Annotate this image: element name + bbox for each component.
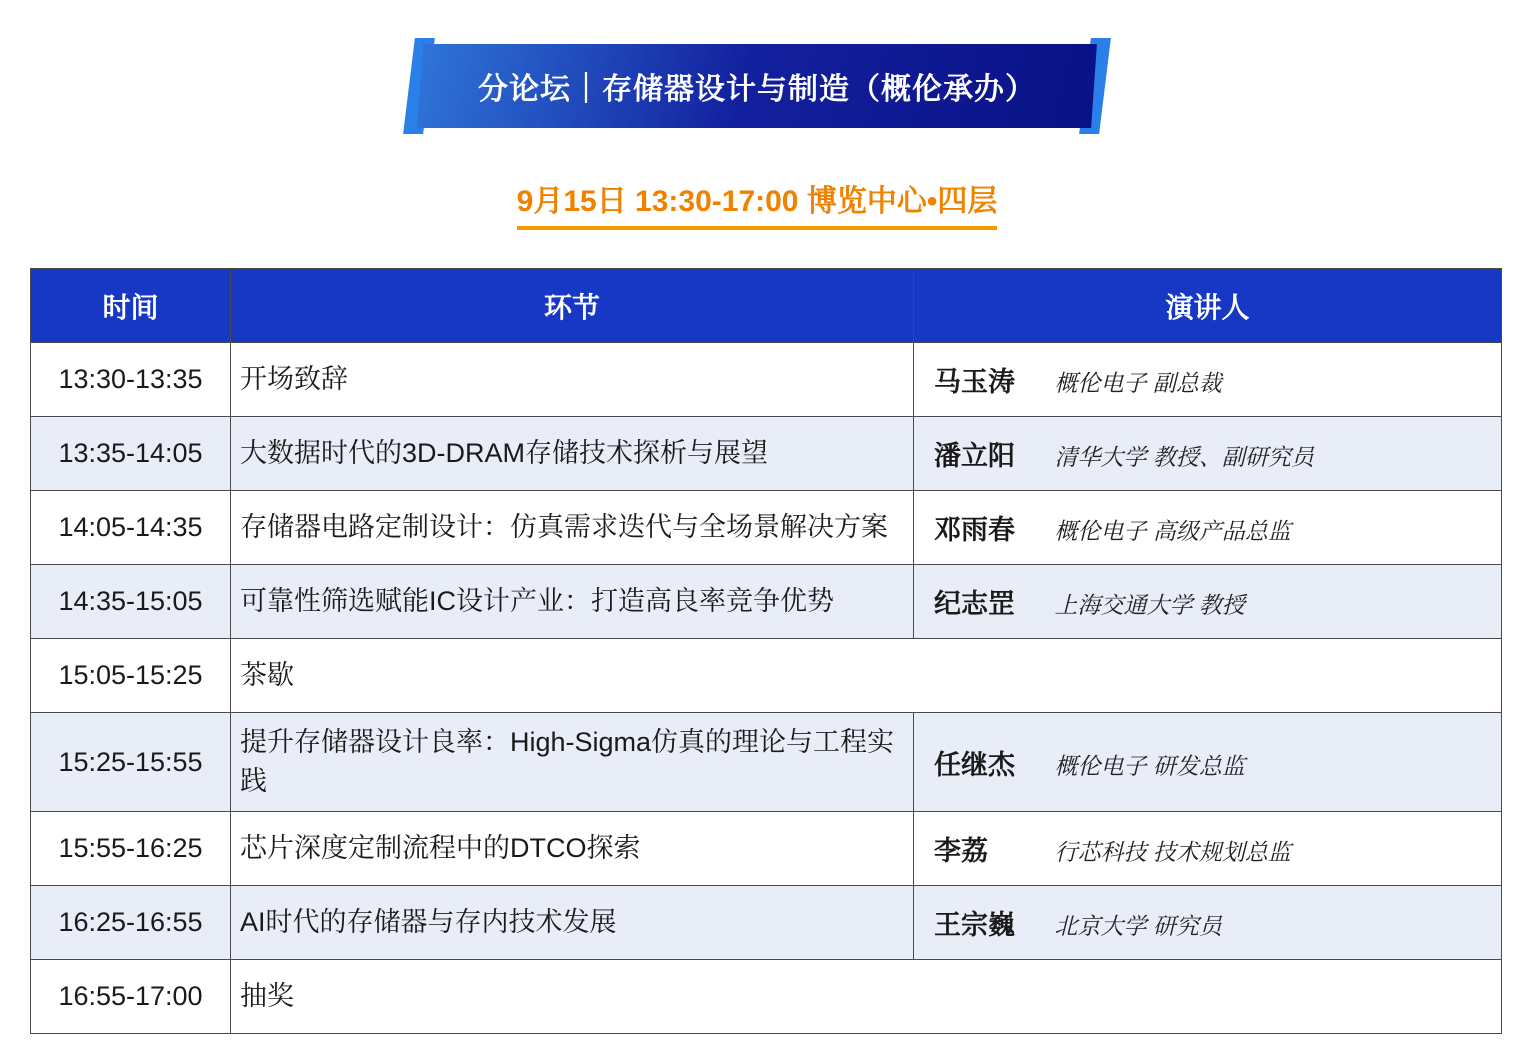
banner-title: 分论坛｜存储器设计与制造（概伦承办） [478, 73, 1036, 106]
time-cell: 15:25-15:55 [31, 713, 231, 812]
table-row [31, 343, 1502, 417]
speaker-affiliation: 清华大学 教授、副研究员 [1054, 444, 1314, 470]
table-row [31, 812, 1502, 886]
session-cell: 抽奖 [231, 960, 1502, 1034]
header-time: 时间 [31, 269, 231, 343]
speaker-affiliation: 概伦电子 高级产品总监 [1054, 518, 1291, 544]
speaker-cell [914, 343, 1502, 417]
time-cell: 15:05-15:25 [31, 639, 231, 713]
date-location: 9月15日 13:30-17:00 博览中心•四层 [517, 176, 998, 230]
table-row [31, 417, 1502, 491]
table-row [31, 713, 1502, 812]
session-banner [407, 38, 1107, 134]
time-cell: 16:25-16:55 [31, 886, 231, 960]
session-cell: 提升存储器设计良率：High-Sigma仿真的理论与工程实践 [231, 713, 914, 812]
agenda-table [30, 268, 1502, 1034]
speaker-name: 纪志罡 [934, 589, 1015, 619]
session-cell: 开场致辞 [231, 343, 914, 417]
time-cell: 14:05-14:35 [31, 491, 231, 565]
session-cell: AI时代的存储器与存内技术发展 [231, 886, 914, 960]
time-cell: 14:35-15:05 [31, 565, 231, 639]
speaker-cell [914, 812, 1502, 886]
speaker-name: 潘立阳 [934, 441, 1015, 471]
banner-ribbon [417, 44, 1097, 128]
header-speaker: 演讲人 [914, 269, 1502, 343]
session-cell: 茶歇 [231, 639, 1502, 713]
session-cell: 大数据时代的3D-DRAM存储技术探析与展望 [231, 417, 914, 491]
table-row [31, 639, 1502, 713]
speaker-name: 王宗巍 [934, 910, 1015, 941]
time-cell: 15:55-16:25 [31, 812, 231, 886]
speaker-cell [914, 491, 1502, 565]
speaker-cell [914, 713, 1502, 812]
session-cell: 芯片深度定制流程中的DTCO探索 [231, 812, 914, 886]
speaker-name: 邓雨春 [934, 515, 1015, 545]
table-row [31, 886, 1502, 960]
table-row [31, 960, 1502, 1034]
table-row [31, 491, 1502, 565]
table-header-row [31, 269, 1502, 343]
speaker-name: 李荔 [934, 836, 988, 867]
speaker-affiliation: 概伦电子 研发总监 [1054, 752, 1245, 779]
speaker-affiliation: 上海交通大学 教授 [1054, 592, 1245, 618]
time-cell: 16:55-17:00 [31, 960, 231, 1034]
session-cell: 可靠性筛选赋能IC设计产业：打造高良率竞争优势 [231, 565, 914, 639]
time-cell: 13:35-14:05 [31, 417, 231, 491]
time-cell: 13:30-13:35 [31, 343, 231, 417]
speaker-affiliation: 北京大学 研究员 [1054, 913, 1222, 940]
speaker-cell [914, 886, 1502, 960]
header-session: 环节 [231, 269, 914, 343]
table-row [31, 565, 1502, 639]
speaker-affiliation: 行芯科技 技术规划总监 [1054, 839, 1291, 866]
date-location-wrap [0, 176, 1514, 230]
speaker-cell [914, 565, 1502, 639]
session-cell: 存储器电路定制设计：仿真需求迭代与全场景解决方案 [231, 491, 914, 565]
speaker-affiliation: 概伦电子 副总裁 [1054, 370, 1222, 396]
speaker-name: 任继杰 [934, 749, 1015, 780]
speaker-name: 马玉涛 [934, 367, 1015, 397]
speaker-cell [914, 417, 1502, 491]
